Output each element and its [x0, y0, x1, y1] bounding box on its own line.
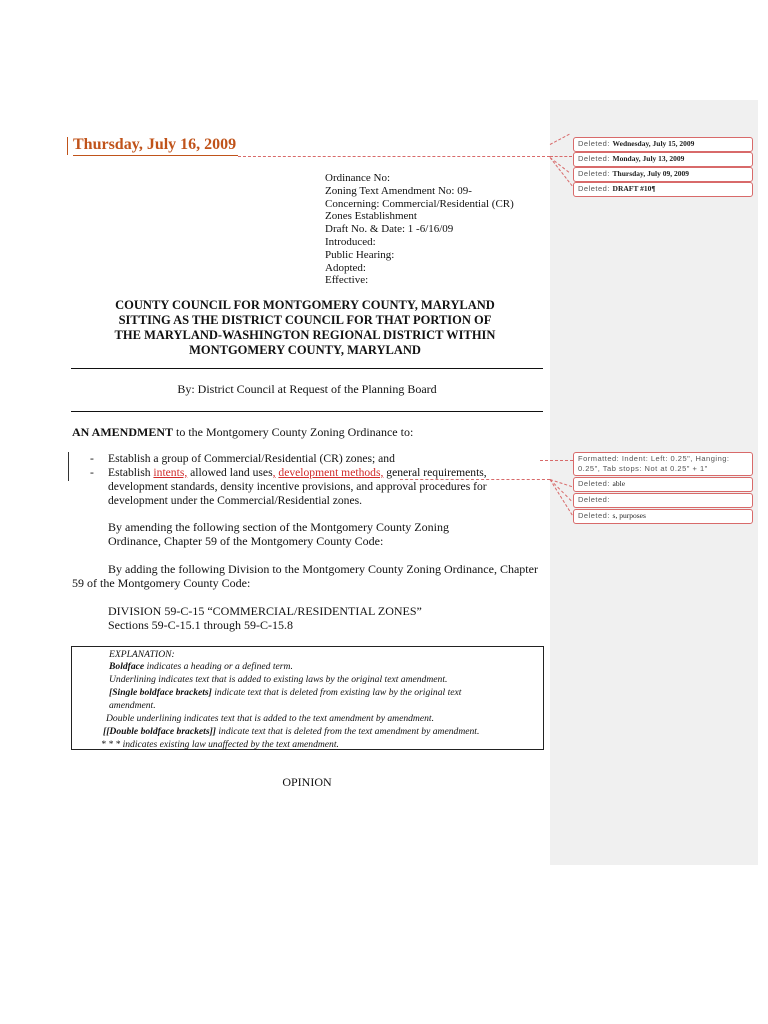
balloon-text: DRAFT #10¶: [612, 184, 656, 193]
adding-paragraph: [72, 562, 544, 590]
ordinance-field: Draft No. & Date: 1 -6/16/09: [325, 223, 454, 236]
explanation-box: [71, 646, 544, 750]
explanation-line: [103, 726, 479, 739]
paragraph-line: 59 of the Montgomery County Code:: [72, 576, 251, 590]
ordinance-field: Ordinance No:: [325, 172, 391, 184]
balloon-text: Thursday, July 09, 2009: [612, 169, 690, 178]
explanation-text: indicates a heading or a defined term.: [144, 661, 293, 672]
ordinance-field: Effective:: [325, 274, 369, 287]
explanation-bold: [Single boldface brackets]: [109, 687, 212, 698]
amendment-text: to the Montgomery County Zoning Ordinance to:: [173, 425, 414, 439]
date-insert-underline: [73, 155, 238, 156]
revision-balloon[interactable]: [573, 509, 753, 524]
divider: [71, 411, 543, 412]
revision-balloon[interactable]: [573, 152, 753, 167]
revision-connector: [540, 460, 573, 461]
balloon-text: able: [612, 479, 626, 488]
ordinance-field: Public Hearing:: [325, 248, 395, 261]
explanation-line: Underlining indicates text that is added to existing laws by the original text amendment.: [109, 674, 448, 685]
ordinance-field: Introduced:: [325, 235, 376, 248]
list-item: [90, 452, 510, 466]
format-balloon[interactable]: [573, 452, 753, 476]
paragraph-line: Ordinance, Chapter 59 of the Montgomery County Code:: [108, 534, 384, 548]
council-heading: [90, 298, 520, 358]
list-item: [90, 466, 510, 508]
balloon-text: Monday, July 13, 2009: [612, 154, 685, 163]
bullet-dash: -: [90, 452, 94, 465]
byline: By: District Council at Request of the Planning Board: [177, 382, 437, 396]
explanation-line: Double underlining indicates text that is added to the text amendment by amendment.: [106, 713, 434, 724]
bullet-text: development under the Commercial/Residential zones.: [108, 494, 363, 507]
balloon-label: Deleted:: [578, 169, 613, 178]
bullet-text: allowed: [187, 466, 227, 479]
ordinance-fields: [325, 172, 514, 287]
explanation-line: [109, 687, 541, 700]
revision-balloon[interactable]: [573, 477, 753, 492]
amendment-bullets: [90, 452, 510, 508]
explanation-line: [109, 661, 293, 674]
ordinance-field: Concerning: Commercial/Residential (CR): [325, 197, 514, 210]
balloon-label: Formatted: Indent: Left: 0.25", Hanging: 0.25", Tab stops: Not at 0.25" + 1": [578, 454, 730, 473]
revision-balloon[interactable]: [573, 493, 753, 508]
paragraph-line: By amending the following section of the Montgomery County Zoning: [108, 520, 449, 534]
heading-line: SITTING AS THE DISTRICT COUNCIL FOR THAT PORTION OF: [118, 313, 492, 327]
explanation-text: indicate text that is deleted from existing law by the original text: [211, 687, 462, 698]
explanation-line: amendment.: [109, 700, 156, 711]
revision-balloon[interactable]: [573, 137, 753, 152]
revision-balloon[interactable]: [573, 182, 753, 197]
balloon-label: Deleted:: [578, 511, 613, 520]
balloon-label: Deleted:: [578, 495, 610, 504]
balloon-label: Deleted:: [578, 139, 613, 148]
heading-line: MONTGOMERY COUNTY, MARYLAND: [189, 343, 421, 357]
opinion-heading: OPINION: [282, 775, 332, 789]
explanation-line: * * * indicates existing law unaffected by the text amendment.: [101, 739, 339, 750]
inserted-text: ,: [272, 466, 276, 479]
amendment-intro: [72, 425, 413, 440]
balloon-label: Deleted:: [578, 479, 613, 488]
division-reference: [108, 604, 538, 632]
ordinance-field: Zones Establishment: [325, 210, 417, 223]
revision-connector: [238, 156, 550, 157]
amendment-bold: AN AMENDMENT: [72, 425, 173, 439]
document-date: Thursday, July 16, 2009: [73, 136, 237, 153]
paragraph-line: By adding the following Division to the Montgomery County Zoning Ordinance, Chapter: [108, 562, 538, 576]
change-bar: [67, 137, 68, 155]
divider: [71, 368, 543, 369]
balloon-text: Wednesday, July 15, 2009: [612, 139, 695, 148]
change-bar: [68, 452, 69, 481]
balloon-text: s, purposes: [612, 511, 646, 520]
revision-balloon[interactable]: [573, 167, 753, 182]
ordinance-field: Zoning Text Amendment No: 09-: [325, 184, 472, 197]
explanation-text: indicate text that is deleted from the text amendment by amendment.: [215, 726, 480, 737]
heading-line: THE MARYLAND-WASHINGTON REGIONAL DISTRICT WITHIN: [114, 328, 496, 342]
balloon-label: Deleted:: [578, 154, 613, 163]
explanation-title: EXPLANATION:: [109, 649, 175, 660]
division-sections: Sections 59-C-15.1 through 59-C-15.8: [108, 618, 293, 632]
division-title: DIVISION 59-C-15 “COMMERCIAL/RESIDENTIAL ZONES”: [108, 604, 422, 618]
bullet-text: development standards, density incentive provisions, and approval procedures for: [108, 480, 487, 493]
revision-connector: [550, 156, 572, 157]
bullet-text: Establish a group of Commercial/Residential (CR) zones; and: [108, 452, 395, 465]
heading-line: COUNTY COUNCIL FOR MONTGOMERY COUNTY, MARYLAND: [115, 298, 495, 312]
inserted-text: intents,: [153, 466, 188, 479]
bullet-text: land uses: [226, 466, 273, 479]
balloon-label: Deleted:: [578, 184, 613, 193]
inserted-text: development methods,: [278, 466, 384, 479]
amending-paragraph: [108, 520, 538, 548]
explanation-bold: [[Double boldface brackets]]: [103, 726, 216, 737]
bullet-text: general requirements,: [383, 466, 487, 479]
explanation-bold: Boldface: [109, 661, 145, 672]
bullet-dash: -: [90, 466, 94, 479]
bullet-text: Establish: [108, 466, 154, 479]
ordinance-field: Adopted:: [325, 261, 366, 274]
